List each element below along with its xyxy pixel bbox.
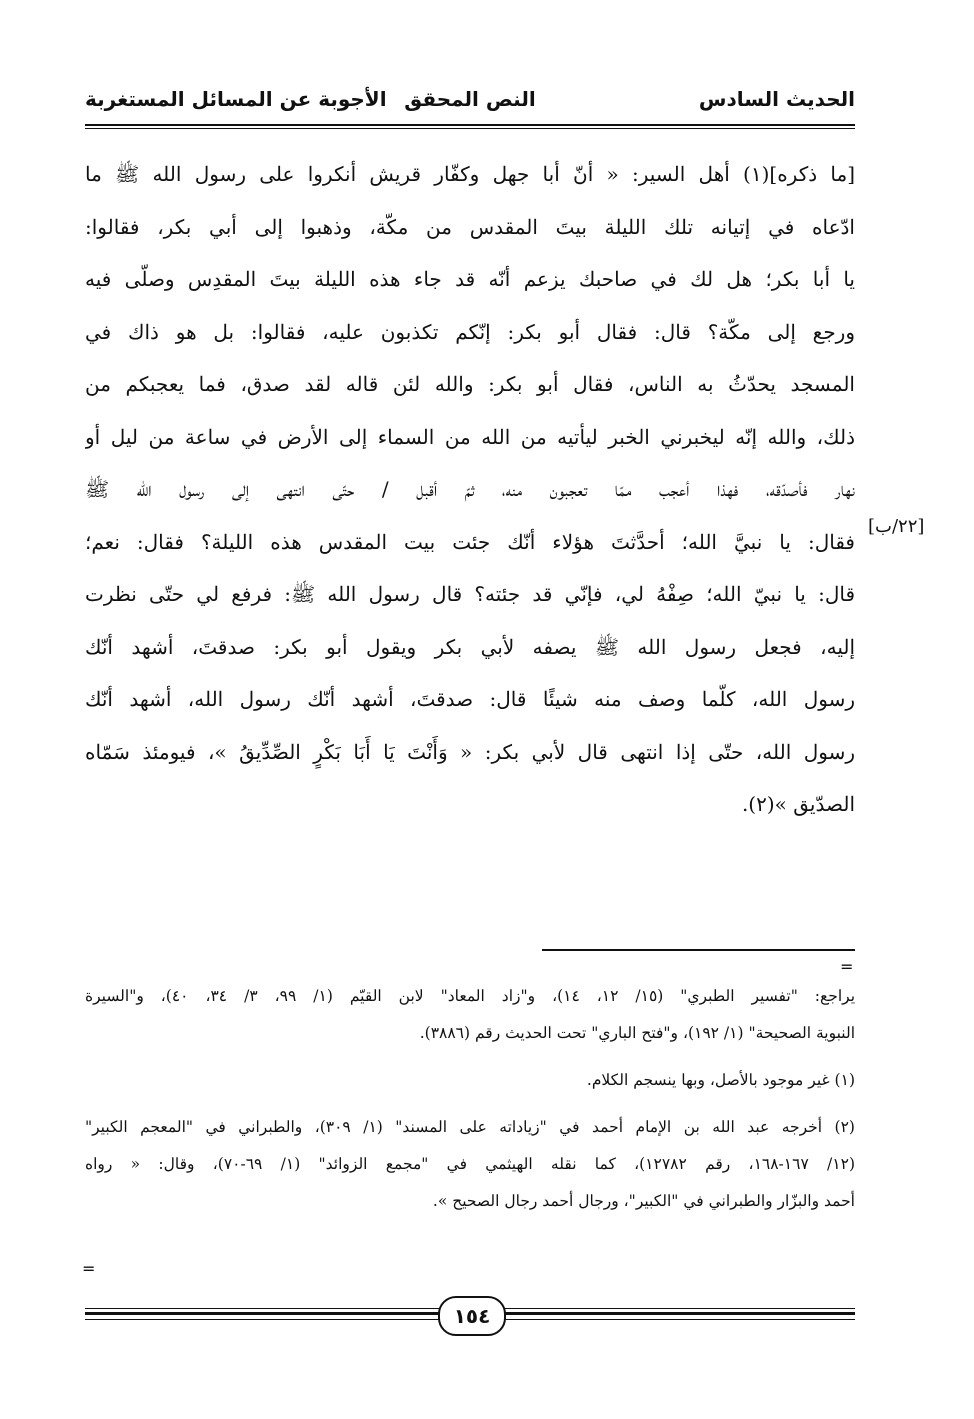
footnote-end-mark: = [82,1259,96,1278]
footnotes [85,978,855,1220]
body-text [85,148,855,831]
header-rule [85,124,855,126]
section-title: النص المحقق [404,87,536,111]
body-line: ذلك، والله إنّه ليخبرني الخبر ليأتيه من الله من السماء إلى الأرض في ساعة من ليل أو [85,424,855,449]
header-rule-thin [85,128,855,129]
body-line: المسجد يحدّثُ به الناس، فقال أبو بكر: والله لئن قاله لقد صدق، فما يعجبكم من [85,372,855,396]
body-line: فقال: يا نبيَّ الله؛ أحدَّثتَ هؤلاء أنّك جئت بيت المقدس هذه الليلة؟ فقال: نعم؛ [85,529,855,554]
footnote-line: يراجع: "تفسير الطبري" (١٥/ ١٢، ١٤)، و"زاد المعاد" لابن القيّم (١/ ٩٩، ٣/ ٣٤، ٤٠)، و"السيرة [85,987,855,1005]
body-line: نهار فأصدّقه، فهذا أعجب ممّا تعجبون منه، ثمّ أقبل / حتّى انتهى إلى رسول الله ﷺ [85,477,855,501]
footnote-line: (١٢/ ١٦٧-١٦٨، رقم ١٢٧٨٢)، كما نقله الهيثمي في "مجمع الزوائد" (١/ ٦٩-٧٠)، وقال: « رواه [85,1155,855,1173]
body-line: رسول الله، كلّما وصف منه شيئًا قال: صدقتَ، أشهد أنّك رسول الله، أشهد أنّك [85,687,855,711]
manuscript-folio-note: [٢٢/ب] [868,516,925,537]
footnote-line: النبوية الصحيحة" (١/ ١٩٢)، و"فتح الباري" تحت الحديث رقم (٣٨٨٦). [419,1024,855,1042]
book-title: الأجوبة عن المسائل المستغربة [85,87,387,111]
body-line: يا أبا بكر؛ هل لك في صاحبك يزعم أنّه قد جاء هذه الليلة بيتَ المقدِس وصلّى فيه [85,267,855,291]
body-line: رسول الله، حتّى إذا انتهى قال لأبي بكر: « وَأَنْتَ يَا أَبَا بَكْرٍ الصِّدِّيقُ »، فيومئذ سَمّاه [85,739,855,764]
page-number: ١٥٤ [438,1296,506,1336]
chapter-title: الحديث السادس [698,87,855,111]
footnote-continuation-mark: = [840,957,854,976]
running-header [85,82,855,122]
body-line: إليه، فجعل رسول الله ﷺ يصفه لأبي بكر ويقول أبو بكر: صدقتَ، أشهد أنّك [85,634,855,659]
footnote-separator [542,949,855,951]
body-line: [ما ذكره](١) أهل السير: « أنّ أبا جهل وكفّار قريش أنكروا على رسول الله ﷺ ما [85,162,855,186]
body-line: ادّعاه في إتيانه تلك الليلة بيتَ المقدس من مكّة، وذهبوا إلى أبي بكر، فقالوا: [85,214,855,239]
footnote-line: أحمد والبزّار والطبراني في "الكبير"، ورجال أحمد رجال الصحيح ». [432,1192,855,1210]
body-line: قال: يا نبيّ الله؛ صِفْهُ لي، فإنّي قد جئته؟ قال رسول الله ﷺ: فرفع لي حتّى نظرت [85,582,855,606]
body-line: ورجع إلى مكّة؟ قال: فقال أبو بكر: إنّكم تكذبون عليه، فقالوا: بل هو ذاك في [85,319,855,344]
body-line: الصدّيق »(٢). [741,792,855,816]
footnote-line: (١) غير موجود بالأصل، وبها ينسجم الكلام. [586,1071,855,1089]
footnote-line: (٢) أخرجه عبد الله بن الإمام أحمد في "زياداته على المسند" (١/ ٣٠٩)، والطبراني في "المعجم الكبير" [85,1118,855,1136]
